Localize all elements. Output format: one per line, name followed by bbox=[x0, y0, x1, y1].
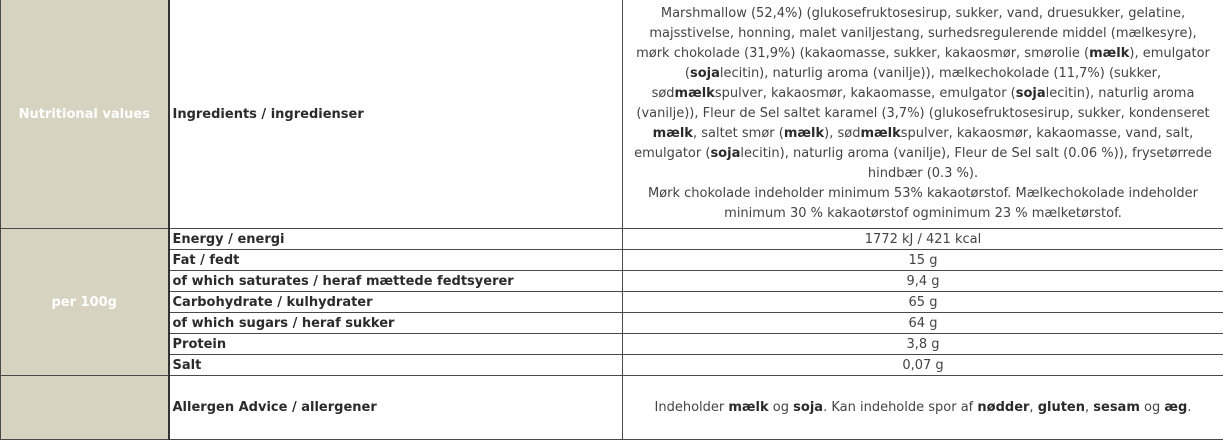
allergen-highlight: gluten bbox=[1037, 400, 1085, 415]
nutrition-row bbox=[1, 250, 1223, 271]
allergen-highlight: mælk bbox=[652, 126, 693, 141]
nutrition-value-fat: 15 g bbox=[623, 250, 1223, 271]
nutrition-label-saturates: of which saturates / heraf mættede fedtsyerer bbox=[169, 271, 623, 292]
nutrition-label-salt: Salt bbox=[169, 355, 623, 376]
nutrition-label-fat: Fat / fedt bbox=[169, 250, 623, 271]
allergen-content: Indeholder mælk og soja. Kan indeholde spor af nødder, gluten, sesam og æg. bbox=[654, 400, 1192, 415]
section-nutritional-values: Nutritional values bbox=[1, 0, 169, 229]
allergen-label: Allergen Advice / allergener bbox=[169, 376, 623, 440]
allergen-highlight: soja bbox=[710, 146, 741, 161]
allergen-highlight: mælk bbox=[860, 126, 901, 141]
nutrition-value-saturates: 9,4 g bbox=[623, 271, 1223, 292]
ingredients-text bbox=[623, 0, 1223, 229]
allergen-highlight: nødder bbox=[977, 400, 1030, 415]
allergen-highlight: soja bbox=[689, 66, 720, 81]
section-allergen bbox=[1, 376, 169, 440]
allergen-row bbox=[1, 376, 1223, 440]
allergen-highlight: soja bbox=[1015, 86, 1046, 101]
nutrition-value-carbohydrate: 65 g bbox=[623, 292, 1223, 313]
nutrition-label-energy: Energy / energi bbox=[169, 229, 623, 250]
nutrition-row bbox=[1, 355, 1223, 376]
allergen-highlight: sesam bbox=[1093, 400, 1140, 415]
nutrition-value-salt: 0,07 g bbox=[623, 355, 1223, 376]
allergen-highlight: æg bbox=[1164, 400, 1188, 415]
allergen-highlight: mælk bbox=[783, 126, 825, 141]
nutrition-row bbox=[1, 313, 1223, 334]
allergen-highlight: soja bbox=[793, 400, 824, 415]
ingredients-row bbox=[1, 0, 1223, 229]
allergen-highlight: mælk bbox=[1089, 46, 1130, 61]
nutrition-value-energy: 1772 kJ / 421 kcal bbox=[623, 229, 1223, 250]
nutrition-label-sugars: of which sugars / heraf sukker bbox=[169, 313, 623, 334]
nutrition-row bbox=[1, 292, 1223, 313]
allergen-highlight: mælk bbox=[728, 400, 769, 415]
nutrition-value-sugars: 64 g bbox=[623, 313, 1223, 334]
section-per-100g: per 100g bbox=[1, 229, 169, 376]
nutrition-label-protein: Protein bbox=[169, 334, 623, 355]
nutrition-row bbox=[1, 271, 1223, 292]
ingredients-content: Marshmallow (52,4%) (glukosefruktosesirup, sukker, vand, druesukker, gelatine, majsstivelse, honning, malet vaniljestang, surhedsregulerende middel (mælkesyre), mørk chokolade (31,9%) (kakaomasse, sukker, kakaosmør, smørolie (mælk), emulgator (sojalecitin), naturlig aroma (vanilje)), mælkechokolade (11,7%) (sukker, sødmælkspulver, kakaosmør, kakaomasse, emulgator (sojalecitin), naturlig aroma (vanilje)), Fleur de Sel saltet karamel (3,7%) (glukosefruktosesirup, sukker, kondenseret mælk, saltet smør (mælk), sødmælkspulver, kakaosmør, kakaomasse, vand, salt, emulgator (sojalecitin), naturlig aroma (vanilje), Fleur de Sel salt (0.06 %)), frysetørrede hindbær (0.3 %). Mørk chokolade indeholder minimum 53% kakaotørstof. Mælkechokolade indeholder minimum 30 % kakaotørstof ogminimum 23 % mælketørstof. bbox=[634, 6, 1212, 221]
ingredients-label: Ingredients / ingredienser bbox=[169, 0, 623, 229]
nutrition-row bbox=[1, 334, 1223, 355]
nutrition-label-carbohydrate: Carbohydrate / kulhydrater bbox=[169, 292, 623, 313]
allergen-highlight: mælk bbox=[674, 86, 715, 101]
allergen-text bbox=[623, 376, 1223, 440]
nutrition-value-protein: 3,8 g bbox=[623, 334, 1223, 355]
nutrition-row bbox=[1, 229, 1223, 250]
